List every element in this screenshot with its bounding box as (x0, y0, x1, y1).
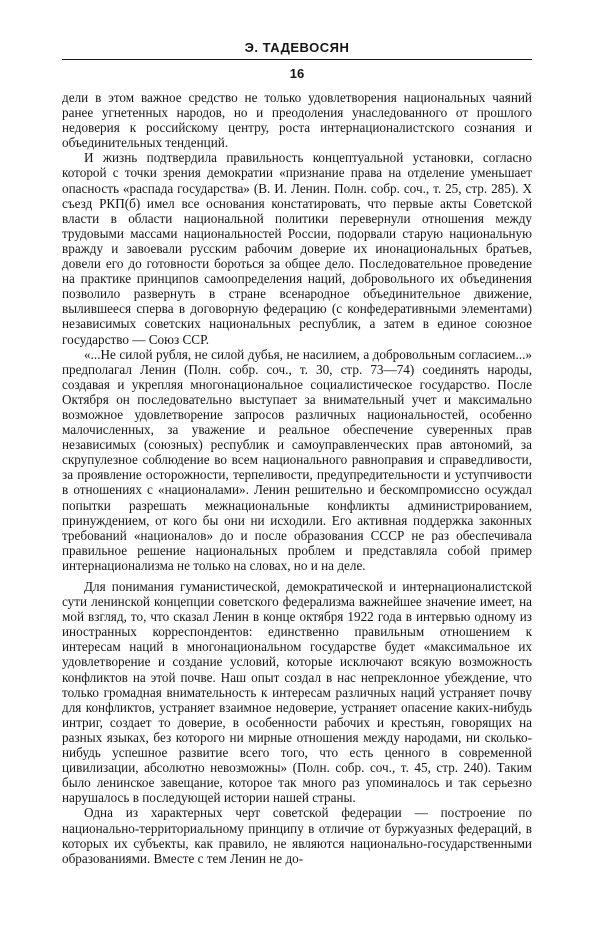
book-page (62, 40, 532, 866)
paragraph-4: Для понимания гуманистической, демократической и интернационалистской сути ленинской концепции советского федерализма важнейшее значение имеет, на мой взгляд, то, что сказал Ленин в конце октября 1922 года в интервью одному из иностранных корреспондентов: единственно правильным отношением к интересам наций в многонациональном государстве будет «максимальное их удовлетворение и создание условий, которые исключают всякую возможность конфликтов на этой почве. Наш опыт создал в нас непреклонное убеждение, что только громадная внимательность к интересам различных наций устраняет почву для конфликтов, устраняет взаимное недоверие, устраняет опасение каких-нибудь интриг, создает то доверие, в особенности рабочих и крестьян, говорящих на разных языках, без которого ни мирные отношения между народами, ни сколько-нибудь успешное развитие всего того, что есть ценного в современной цивилизации, абсолютно невозможны» (Полн. собр. соч., т. 45, стр. 240). Таким было ленинское завещание, которое так много раз упоминалось и так серьезно нарушалось в последующей истории нашей страны. (62, 579, 532, 806)
body-text (62, 90, 532, 866)
paragraph-2: И жизнь подтвердила правильность концептуальной установки, согласно которой с точки зрения демократии «признание права на отделение уменьшает опасность «распада государства» (В. И. Ленин. Полн. собр. соч., т. 25, стр. 285). X съезд РКП(б) имел все основания констатировать, что первые акты Советской власти в области национальной политики перевернули отношения между трудовыми массами национальностей России, подорвали старую национальную вражду и завоевали русским рабочим доверие их инонациональных братьев, довели его до готовности бороться за общее дело. Последовательное проведение на практике принципов самоопределения наций, добровольного их объединения позволило развернуть в стране всенародное объединительное движение, вылившееся сперва в договорную федерацию (с конфедеративными элементами) независимых советских национальных республик, а затем в единое союзное государство — Союз ССР. (62, 150, 532, 347)
page-number: 16 (289, 66, 305, 81)
header-rule (62, 59, 532, 60)
paragraph-5: Одна из характерных черт советской федерации — построение по национально-территориальному принципу в отличие от буржуазных федераций, в которых их субъекты, как правило, не являются национально-государственными образованиями. Вместе с тем Ленин не до- (62, 805, 532, 866)
paragraph-1: дели в этом важное средство не только удовлетворения национальных чаяний ранее угнетенных народов, но и преодоления унаследованного от прошлого недоверия к российскому центру, роста интернационалистского сознания и объединительных тенденций. (62, 90, 532, 151)
running-title: Э. ТАДЕВОСЯН (244, 40, 350, 55)
paragraph-3: «...Не силой рубля, не силой дубья, не насилием, а добровольным согласием...» предполагал Ленин (Полн. собр. соч., т. 30, стр. 73—74) соединять народы, создавая и укрепляя многонациональное социалистическое государство. После Октября он последовательно выступает за внимательный учет и максимально возможное удовлетворение запросов различных национальностей, особенно малочисленных, за уважение и реальное обеспечение суверенных прав независимых (союзных) республик и самоуправленческих прав автономий, за скрупулезное соблюдение во всем национального равноправия и справедливости, за проявление осторожности, терпеливости, предупредительности и уступчивости в отношениях с «националами». Ленин решительно и бескомпромиссно осуждал попытки разрешать межнациональные конфликты администрированием, принуждением, от кого бы они ни исходили. Его активная поддержка законных требований «националов» до и после образования СССР не раз обеспечивала правильное решение национальных проблем и представляла собой пример интернационализма не только на словах, но и на деле. (62, 346, 532, 573)
